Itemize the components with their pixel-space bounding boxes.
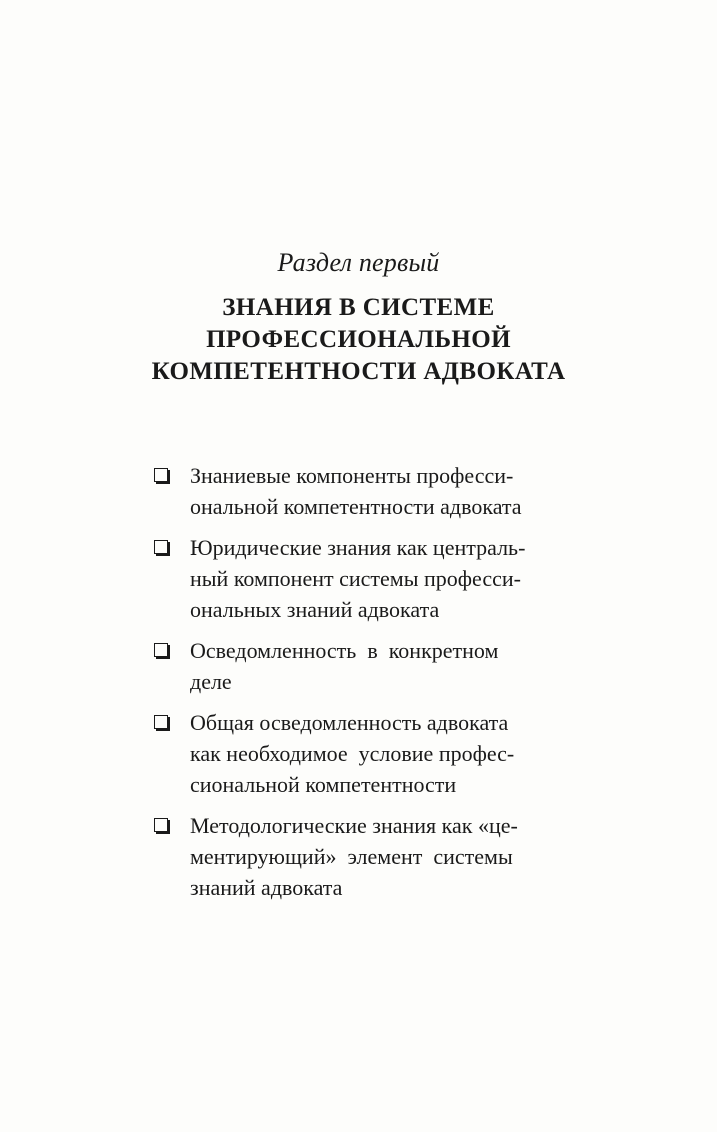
contents-item-line: ментирующий» элемент системы xyxy=(190,844,513,869)
contents-item-line: Знаниевые компоненты професси- xyxy=(190,463,514,488)
contents-item-line: ональной компетентности адвоката xyxy=(190,494,522,519)
checkbox-icon xyxy=(154,643,168,657)
contents-item-line: ональных знаний адвоката xyxy=(190,597,440,622)
contents-item-line: знаний адвоката xyxy=(190,875,343,900)
contents-item-line: как необходимое условие профес- xyxy=(190,741,515,766)
contents-item-line: Юридические знания как централь- xyxy=(190,535,526,560)
chapter-title xyxy=(60,292,657,388)
chapter-title-line: КОМПЕТЕНТНОСТИ АДВОКАТА xyxy=(151,358,566,385)
checkbox-icon xyxy=(154,715,168,729)
section-label: Раздел первый xyxy=(277,248,440,277)
chapter-title-line: ЗНАНИЯ В СИСТЕМЕ xyxy=(222,294,495,321)
contents-list xyxy=(152,460,562,913)
checkbox-icon xyxy=(154,818,168,832)
contents-item-line: деле xyxy=(190,669,232,694)
contents-item xyxy=(152,635,562,697)
contents-item-line: сиональной компетентности xyxy=(190,772,457,797)
checkbox-icon xyxy=(154,468,168,482)
contents-item-line: Методологические знания как «це- xyxy=(190,813,518,838)
contents-item-line: Общая осведомленность адвоката xyxy=(190,710,509,735)
contents-item xyxy=(152,707,562,800)
contents-item-line: ный компонент системы професси- xyxy=(190,566,521,591)
contents-item xyxy=(152,460,562,522)
contents-item-line: Осведомленность в конкретном xyxy=(190,638,499,663)
chapter-title-line: ПРОФЕССИОНАЛЬНОЙ xyxy=(206,326,511,353)
contents-item xyxy=(152,810,562,903)
checkbox-icon xyxy=(154,540,168,554)
contents-item xyxy=(152,532,562,625)
